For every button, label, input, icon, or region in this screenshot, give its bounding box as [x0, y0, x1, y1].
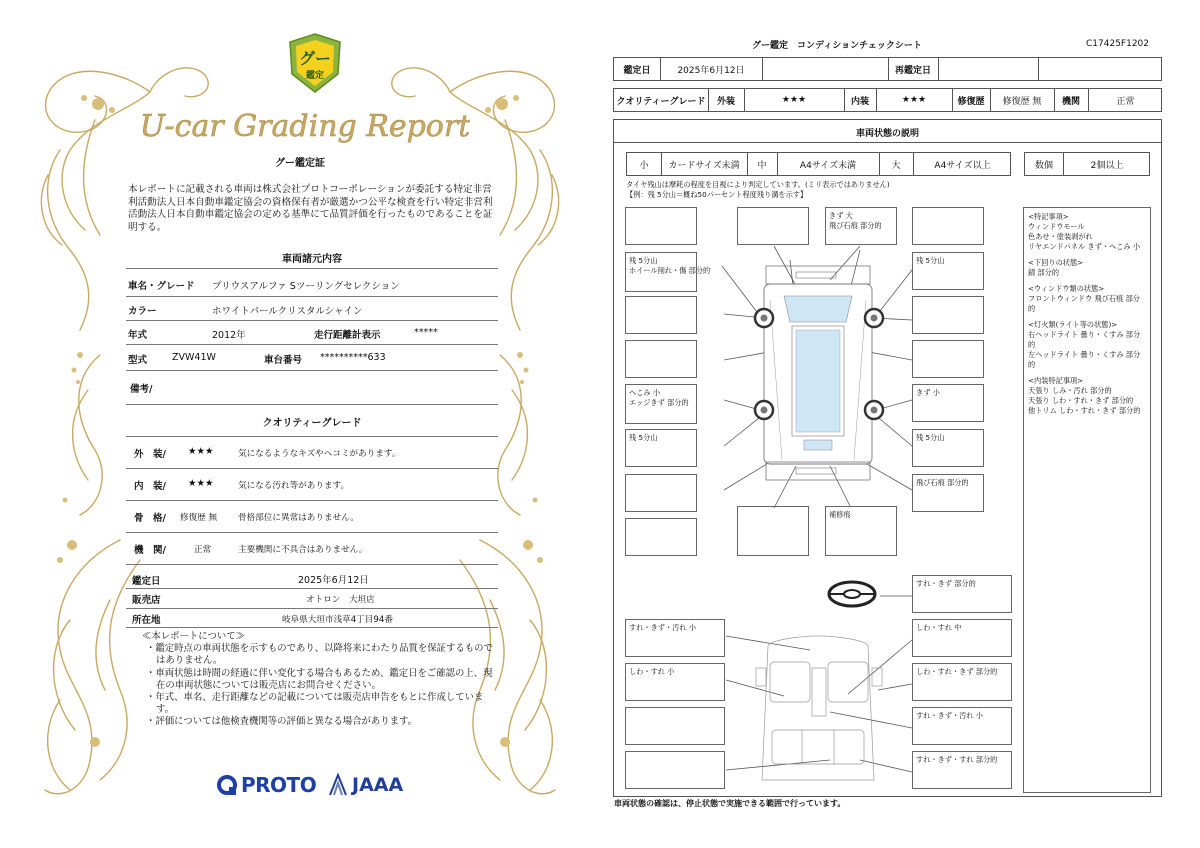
exterior-damage-box: へこみ 小 エッジきず 部分的	[625, 384, 697, 424]
goo-kantei-badge-icon	[286, 32, 344, 94]
notes-group	[1028, 320, 1146, 370]
interior-damage-box: しわ・すれ 小	[625, 663, 725, 701]
model-label: 型式	[128, 355, 148, 366]
note-item: ・鑑定時点の車両状態を示すものであり、以降将来にわたり品質を保証するものではありません。	[146, 643, 493, 667]
inspection-date: 2025年6月12日	[298, 575, 369, 586]
date-row	[613, 57, 1162, 81]
sheet-repair-value: 修復歴 無	[1002, 96, 1042, 107]
interior-damage-box: すれ・きず・汚れ 小	[625, 619, 725, 657]
tire-note: タイヤ残山は摩耗の程度を目視により判定しています。(ミリ表示ではありません)	[626, 180, 890, 189]
exterior-damage-box: きず 大 飛び石痕 部分的	[825, 207, 897, 245]
vehicle-name-label: 車名・グレード	[128, 281, 195, 292]
jaaa-mark-icon	[328, 773, 348, 797]
quality-heading: クオリティーグレード	[262, 418, 362, 429]
exterior-damage-box: きず 小	[912, 384, 984, 422]
notes-group	[1028, 258, 1146, 278]
exterior-damage-box: 残 5分山	[912, 429, 984, 467]
sheet-engine-value: 正常	[1116, 96, 1135, 107]
interior-damage-box: すれ・きず 部分的	[912, 575, 1012, 613]
size-legend	[626, 152, 1011, 176]
notes-line: 他トリム しわ・すれ・きず 部分的	[1028, 406, 1141, 415]
interior-damage-box: しわ・すれ 中	[912, 619, 1012, 657]
jaaa-logo-text: JAAA	[352, 774, 404, 796]
shop-label: 販売店	[132, 595, 161, 606]
svg-text:グー: グー	[298, 49, 332, 68]
divider	[126, 320, 498, 321]
sheet-title: グー鑑定 コンディションチェックシート	[752, 41, 922, 51]
sheet-exterior-label: 外装	[716, 96, 735, 107]
grade-exterior-value: ★★★	[188, 446, 214, 457]
exterior-damage-box	[912, 207, 984, 245]
grade-interior-value: ★★★	[188, 478, 214, 489]
note-item: ・年式、車名、走行距離などの記載については販売店申告をもとに作成しています。	[146, 692, 484, 716]
report-notes	[140, 631, 500, 729]
sheet-footer: 車両状態の確認は、停止状態で実施できる範囲で行っています。	[614, 799, 846, 808]
divider	[126, 608, 498, 609]
specs-heading: 車両諸元内容	[282, 254, 342, 265]
note-item: ・車両状態は時間の経過に伴い変化する場合もあるため、鑑定日をご確認の上、現在の車両状態については販売店にお問合せください。	[146, 667, 493, 691]
quality-row	[613, 88, 1162, 112]
sheet-date-label: 鑑定日	[623, 65, 651, 76]
sheet-quality-label: クオリティーグレード	[616, 96, 706, 107]
proto-logo	[216, 772, 316, 798]
shop-address: 岐阜県大垣市浅草4丁目94番	[282, 615, 393, 625]
legend-small-desc: カードサイズ未満	[668, 160, 740, 171]
chassis-label: 車台番号	[264, 355, 303, 366]
divider	[126, 627, 498, 628]
sheet-date: 2025年6月12日	[677, 65, 745, 76]
notes-line: 錆 部分的	[1028, 268, 1060, 277]
notes-group-heading: <灯火類(ライト等の状態)>	[1028, 320, 1118, 329]
legend-medium: 中	[757, 160, 767, 171]
notes-line: 右ヘッドライト 曇り・くすみ 部分的	[1028, 330, 1141, 349]
exterior-damage-box	[912, 340, 984, 378]
divider	[613, 142, 1162, 143]
explain-heading: 車両状態の説明	[855, 129, 919, 139]
notes-line: 天張り しみ・汚れ 部分的	[1028, 386, 1112, 395]
mileage-label: 走行距離計表示	[314, 330, 381, 341]
exterior-damage-box	[625, 207, 697, 245]
exterior-damage-box	[625, 296, 697, 334]
date-label: 鑑定日	[132, 576, 161, 587]
note-item: ・評価については他検査機関等の評価と異なる場合があります。	[146, 716, 417, 728]
legend-count: 数個	[1034, 160, 1053, 171]
notes-group-heading: <下回りの状態>	[1028, 258, 1084, 267]
notes-line: ウィンドウモール	[1028, 222, 1085, 231]
divider	[126, 532, 498, 533]
mileage: *****	[414, 327, 438, 338]
exterior-damage-box: 残 5分山 ホイール削れ・傷 部分的	[625, 252, 697, 292]
legend-count-desc: 2個以上	[1090, 160, 1124, 171]
script-title	[140, 100, 470, 148]
legend-small: 小	[639, 160, 649, 171]
sheet-interior-value: ★★★	[901, 95, 927, 105]
vehicle-name: プリウスアルファ Sツーリングセレクション	[212, 281, 400, 292]
exterior-damage-box	[625, 474, 697, 512]
script-title-text: U-car Grading Report	[140, 109, 470, 144]
divider	[126, 268, 498, 269]
exterior-damage-box	[737, 207, 809, 245]
notes-group	[1028, 376, 1146, 416]
divider	[126, 588, 498, 589]
certificate-intro: 本レポートに記載される車両は株式会社プロトコーポレーションが委託する特定非営利活動法人日本自動車鑑定協会の資格保有者が厳選かつ公平な検査を行い特定非営利活動法人日本自動車鑑定協会の定める基準にて品質評価を行ったものであることを証明する。	[128, 184, 493, 233]
notes-line: フロントウィンドウ 飛び石痕 部分的	[1028, 294, 1140, 313]
interior-damage-box	[625, 707, 725, 745]
notes-heading: ≪本レポートについて≫	[142, 631, 245, 642]
interior-damage-box: しわ・すれ・きず 部分的	[912, 663, 1012, 701]
grade-frame-label: 骨 格/	[134, 513, 166, 524]
model-code: ZVW41W	[172, 352, 216, 363]
vehicle-year: 2012年	[212, 330, 246, 341]
legend-large-desc: A4サイズ以上	[934, 160, 991, 171]
sheet-exterior-value: ★★★	[781, 95, 807, 105]
notes-group-heading: <ウィンドウ類の状態>	[1028, 284, 1105, 293]
notes-group-heading: <内装特記事項>	[1028, 376, 1084, 385]
exterior-damage-box: 残 5分山	[912, 252, 984, 290]
tire-example: 【例：残 5分山＝概ね50パーセント程度残り溝を示す】	[626, 190, 808, 199]
divider	[126, 296, 498, 297]
divider	[126, 370, 498, 371]
grade-engine-label: 機 関/	[134, 545, 166, 556]
sheet-engine-label: 機関	[1061, 96, 1080, 107]
legend-large: 大	[891, 160, 901, 171]
grade-frame-value: 修復歴 無	[180, 513, 218, 523]
divider	[126, 344, 498, 345]
exterior-damage-box	[737, 506, 809, 556]
shop-name: オトロン 大垣店	[306, 595, 375, 605]
legend-medium-desc: A4サイズ未満	[799, 160, 857, 171]
color-label: カラー	[128, 306, 157, 317]
notes-line: 色あせ・塗装剥がれ	[1028, 232, 1093, 241]
interior-damage-box: すれ・きず・汚れ 小	[912, 707, 1012, 745]
interior-damage-box	[625, 751, 725, 789]
proto-mark-icon	[216, 774, 238, 796]
grade-engine-comment: 主要機関に不具合はありません。	[238, 545, 368, 555]
exterior-damage-box	[625, 518, 697, 556]
vehicle-color: ホワイトパールクリスタルシャイン	[212, 306, 363, 317]
count-legend	[1024, 152, 1150, 176]
grade-exterior-comment: 気になるようなキズやヘコミがあります。	[238, 449, 401, 459]
grade-frame-comment: 骨格部位に異常はありません。	[238, 513, 359, 523]
grade-interior-comment: 気になる汚れ等があります。	[238, 481, 350, 491]
notes-line: 左ヘッドライト 曇り・くすみ 部分的	[1028, 350, 1141, 369]
divider	[126, 468, 498, 469]
notes-group	[1028, 212, 1146, 252]
year-label: 年式	[128, 330, 148, 341]
sheet-doc-id: C17425F1202	[1086, 39, 1149, 49]
grade-engine-value: 正常	[194, 545, 212, 555]
divider	[126, 564, 498, 565]
svg-text:鑑定: 鑑定	[305, 71, 325, 81]
remarks-label: 備考/	[130, 384, 153, 395]
exterior-damage-box: 補修痕	[825, 506, 897, 556]
sheet-interior-label: 内装	[850, 96, 869, 107]
sheet-repair-label: 修復歴	[957, 96, 985, 107]
address-label: 所在地	[132, 615, 161, 626]
exterior-damage-box: 残 5分山	[625, 429, 697, 467]
notes-group	[1028, 284, 1146, 314]
divider	[126, 404, 498, 405]
chassis-number: **********633	[320, 352, 386, 363]
special-notes-box	[1023, 207, 1151, 793]
reinspect-label: 再鑑定日	[894, 65, 931, 76]
jaaa-logo	[328, 772, 403, 798]
notes-group-heading: <特記事項>	[1028, 212, 1069, 221]
exterior-damage-box	[625, 340, 697, 378]
proto-logo-text: PROTO	[241, 773, 317, 797]
divider	[126, 436, 498, 437]
divider	[126, 500, 498, 501]
grade-exterior-label: 外 装/	[134, 449, 166, 460]
certificate-title: グー鑑定証	[275, 158, 325, 169]
interior-damage-box: すれ・きず・すれ 部分的	[912, 751, 1012, 789]
exterior-damage-box: 飛び石痕 部分的	[912, 474, 984, 512]
notes-line: 天張り しわ・すれ・きず 部分的	[1028, 396, 1134, 405]
notes-line: リヤエンドパネル きず・へこみ 小	[1028, 242, 1141, 251]
grade-interior-label: 内 装/	[134, 481, 166, 492]
exterior-damage-box	[912, 296, 984, 334]
